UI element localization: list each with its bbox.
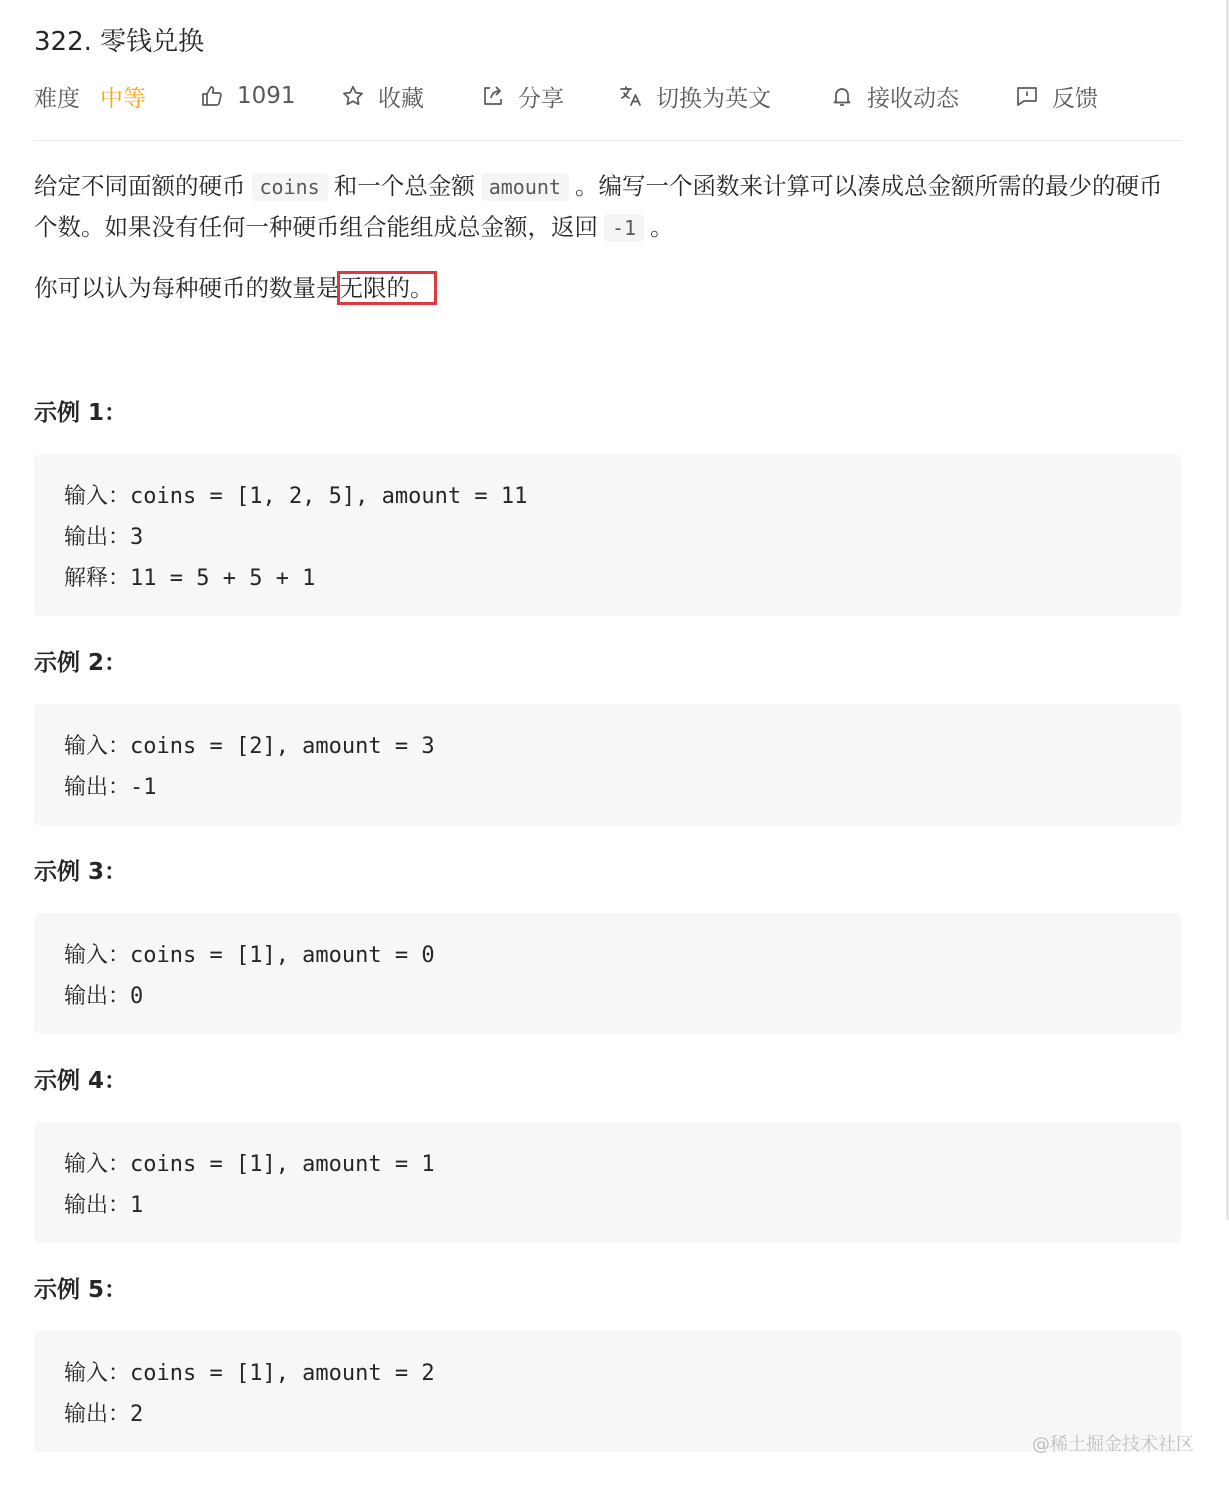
share-icon xyxy=(480,83,506,109)
description-text: 。 xyxy=(650,213,674,241)
difficulty-value: 中等 xyxy=(100,85,146,112)
notify-label: 接收动态 xyxy=(867,85,959,112)
description-text: 。编写一个函数来计算可以凑成总金额所需的最少的硬币个数。如果没有任何一种硬币组合能组成总金额，返回 xyxy=(34,172,1163,241)
inline-code-coins: coins xyxy=(252,173,328,201)
example-line: 输入：coins = [1], amount = 2 xyxy=(64,1361,435,1386)
description-paragraph-1 xyxy=(34,166,1181,248)
favorite-button[interactable] xyxy=(340,76,424,116)
problem-title: 322. 零钱兑换 xyxy=(34,27,205,57)
example-line: 输出：0 xyxy=(64,984,144,1009)
bell-icon xyxy=(829,83,855,109)
like-count: 1091 xyxy=(237,83,296,109)
problem-toolbar xyxy=(34,76,1181,116)
star-icon xyxy=(340,83,366,109)
share-label: 分享 xyxy=(518,85,564,112)
example-line: 输入：coins = [1], amount = 1 xyxy=(64,1152,435,1177)
feedback-button[interactable] xyxy=(1014,76,1098,116)
example-block xyxy=(34,454,1181,616)
example-title: 示例 1： xyxy=(34,400,128,426)
example-line: 输入：coins = [1, 2, 5], amount = 11 xyxy=(64,484,528,509)
description-text: 你可以认为每种硬币的数量是 xyxy=(34,274,340,302)
translate-icon xyxy=(618,83,644,109)
example-block xyxy=(34,913,1181,1034)
inline-code-minus-one: -1 xyxy=(604,214,644,242)
example-line: 输出：3 xyxy=(64,525,144,550)
share-button[interactable] xyxy=(480,76,564,116)
example-line: 解释：11 = 5 + 5 + 1 xyxy=(64,566,316,591)
difficulty xyxy=(34,76,146,116)
favorite-label: 收藏 xyxy=(378,85,424,112)
feedback-icon xyxy=(1014,83,1040,109)
example-block xyxy=(34,704,1181,826)
example-line: 输入：coins = [1], amount = 0 xyxy=(64,943,435,968)
inline-code-amount: amount xyxy=(481,173,569,201)
switch-language-button[interactable] xyxy=(618,76,771,116)
example-line: 输出：1 xyxy=(64,1193,144,1218)
example-title: 示例 5： xyxy=(34,1277,128,1303)
example-line: 输出：2 xyxy=(64,1402,144,1427)
thumbs-up-icon xyxy=(199,83,225,109)
divider xyxy=(34,140,1181,141)
example-title: 示例 4： xyxy=(34,1068,128,1094)
example-title: 示例 3： xyxy=(34,859,128,885)
switch-language-label: 切换为英文 xyxy=(656,85,771,112)
example-line: 输出：-1 xyxy=(64,775,157,800)
watermark: @稀土掘金技术社区 xyxy=(1032,1434,1194,1455)
example-block xyxy=(34,1122,1181,1243)
highlighted-text: 无限的。 xyxy=(339,274,434,302)
notify-button[interactable] xyxy=(829,76,959,116)
feedback-label: 反馈 xyxy=(1052,85,1098,112)
description-paragraph-2 xyxy=(34,268,434,308)
description-text: 和一个总金额 xyxy=(333,172,475,200)
description-text: 给定不同面额的硬币 xyxy=(34,172,246,200)
like-button[interactable] xyxy=(199,76,296,116)
example-title: 示例 2： xyxy=(34,650,128,676)
difficulty-label: 难度 xyxy=(34,85,80,112)
example-block xyxy=(34,1331,1181,1452)
example-line: 输入：coins = [2], amount = 3 xyxy=(64,734,435,759)
